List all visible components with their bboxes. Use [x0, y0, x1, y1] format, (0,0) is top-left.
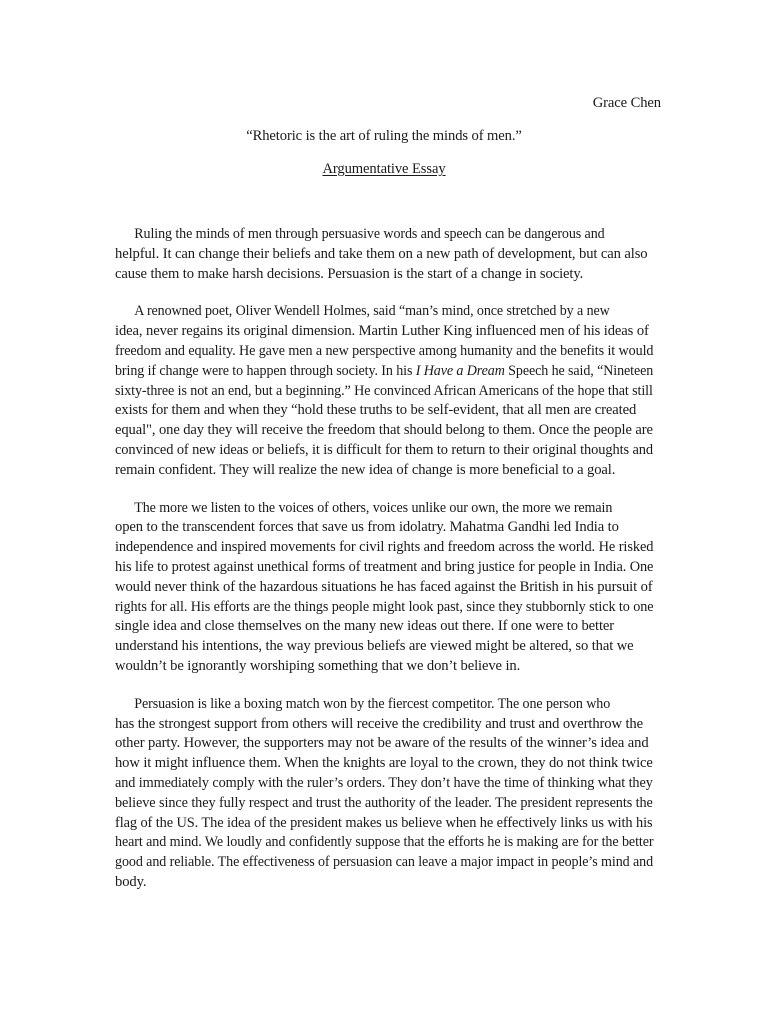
text-line: how it might influence them. When the knights are loyal to the crown, they do not think twice	[115, 755, 653, 772]
essay-type-heading	[0, 159, 768, 179]
text-line: exists for them and when they “hold these truths to be self-evident, that all men are created	[115, 402, 637, 419]
text-line: idea, never regains its original dimension. Martin Luther King influenced men of his ideas of	[115, 323, 649, 340]
author-name: Grace Chen	[592, 95, 661, 111]
text-line: good and reliable. The effectiveness of persuasion can leave a major impact in people’s mind and	[115, 854, 654, 871]
text-line: wouldn’t be ignorantly worshiping something that we don’t believe in.	[115, 657, 521, 674]
text-line: has the strongest support from others will receive the credibility and trust and overthrow the	[115, 715, 643, 732]
text-line: other party. However, the supporters may not be aware of the results of the winner’s idea and	[115, 735, 649, 752]
text-line	[115, 362, 654, 382]
essay-body	[115, 225, 653, 911]
text-line: independence and inspired movements for civil rights and freedom across the world. He risked	[115, 539, 654, 556]
essay-type-label: Argumentative Essay	[322, 161, 446, 177]
essay-quote-title: “Rhetoric is the art of ruling the minds of men.”	[246, 128, 522, 144]
text-line: freedom and equality. He gave men a new perspective among humanity and the benefits it would	[115, 342, 654, 359]
text-line: remain confident. They will realize the new idea of change is more beneficial to a goal.	[115, 461, 616, 478]
text-line: open to the transcendent forces that save us from idolatry. Mahatma Gandhi led India to	[115, 519, 619, 536]
text-line: flag of the US. The idea of the president makes us believe when he effectively links us with his	[115, 814, 653, 831]
text-line: Ruling the minds of men through persuasive words and speech can be dangerous and	[134, 226, 605, 242]
text-line: believe since they fully respect and trust the authority of the leader. The president represents the	[115, 794, 653, 811]
text-line: his life to protest against unethical forms of treatment and bring justice for people in India. One	[115, 558, 654, 575]
text-segment: Speech he said, “Nineteen	[504, 362, 654, 379]
text-line: body.	[115, 873, 147, 890]
text-line: The more we listen to the voices of others, voices unlike our own, the more we remain	[134, 499, 613, 516]
text-line: single idea and close themselves on the many new ideas out there. If one were to better	[115, 618, 615, 635]
text-line: equal", one day they will receive the freedom that should belong to them. Once the people are	[115, 422, 653, 439]
speech-title: I Have a Dream	[415, 362, 505, 379]
text-line: Persuasion is like a boxing match won by the fiercest competitor. The one person who	[134, 695, 611, 712]
text-segment: bring if change were to happen through society. In his	[115, 362, 416, 379]
text-line: rights for all. His efforts are the things people might look past, since they stubbornly stick to one	[115, 598, 654, 615]
text-line: A renowned poet, Oliver Wendell Holmes, said “man’s mind, once stretched by a new	[134, 303, 610, 320]
text-line: helpful. It can change their beliefs and take them on a new path of development, but can also	[115, 245, 648, 262]
paragraph-1	[115, 225, 653, 284]
text-line: convinced of new ideas or beliefs, it is difficult for them to return to their original thoughts and	[115, 441, 654, 458]
text-line: and immediately comply with the ruler’s orders. They don’t have the time of thinking what they	[115, 774, 653, 791]
text-line: understand his intentions, the way previous beliefs are viewed might be altered, so that we	[115, 638, 634, 655]
text-line: cause them to make harsh decisions. Persuasion is the start of a change in society.	[115, 265, 584, 282]
paragraph-3	[115, 499, 653, 677]
text-line: would never think of the hazardous situations he has faced against the British in his pursuit of	[115, 578, 653, 595]
paragraph-2	[115, 302, 653, 480]
text-line: sixty-three is not an end, but a beginning.” He convinced African Americans of the hope that still	[115, 382, 653, 399]
paragraph-4	[115, 695, 653, 893]
text-line: heart and mind. We loudly and confidently suppose that the efforts he is making are for the better	[115, 834, 654, 851]
